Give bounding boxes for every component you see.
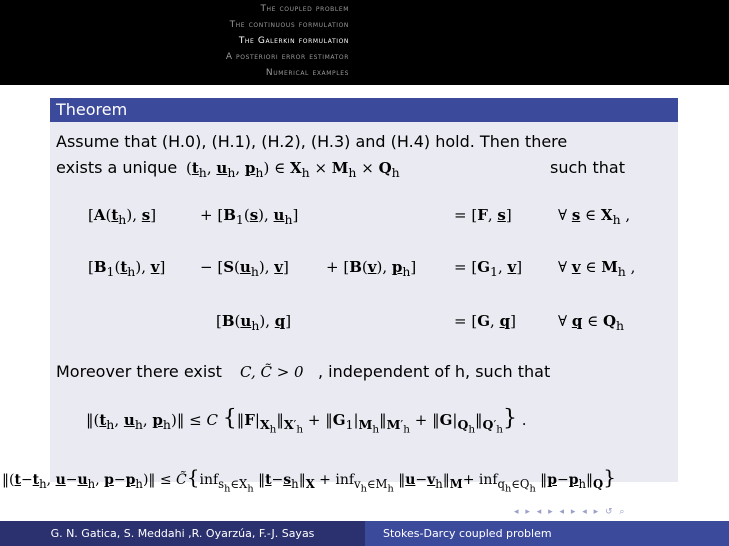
eq1-rhs: = [F, s] bbox=[454, 206, 512, 224]
theorem-block bbox=[50, 98, 678, 436]
header-right-panel bbox=[365, 0, 729, 85]
moreover-prefix: Moreover there exist bbox=[56, 362, 222, 381]
theorem-line-1: Assume that (H.0), (H.1), (H.2), (H.3) and (H.4) hold. Then there bbox=[56, 132, 568, 151]
stability-bound: $‖(t_h$, $u_h$, $p_h)‖ \le C$ {$‖F|_{X_h}‖_{X'_h}$ + $‖G_1|_{M_h}‖_{M'_h}$ + $‖G|_{Q_h}‖_{Q'_h}$} . bbox=[86, 406, 527, 436]
eq2-mid2: + [B(v), $p_h$] bbox=[326, 258, 417, 279]
footer-title: Stokes-Darcy coupled problem bbox=[365, 521, 729, 546]
nav-item-continuous-formulation[interactable]: The continuous formulation bbox=[229, 20, 349, 30]
section-navigation bbox=[0, 0, 365, 85]
footer-authors: G. N. Gatica, S. Meddahi ,R. Oyarzúa, F.-J. Sayas bbox=[0, 521, 365, 546]
theorem-line-2-prefix: exists a unique bbox=[56, 158, 178, 177]
nav-item-numerical-examples[interactable]: Numerical examples bbox=[265, 68, 349, 78]
slide-footer bbox=[0, 521, 729, 546]
eq2-left: [$B_1(t_h)$, v] bbox=[88, 258, 166, 279]
eq3-rhs: = [G, q] bbox=[454, 312, 516, 330]
theorem-body bbox=[50, 122, 678, 482]
eq2-rhs: = [$G_1$, v] bbox=[454, 258, 523, 279]
moreover-suffix: , independent of h, such that bbox=[318, 362, 551, 381]
eq2-quantifier: ∀ v ∈ $M_h$ , bbox=[558, 258, 636, 279]
eq3-quantifier: ∀ q ∈ $Q_h$ bbox=[558, 312, 625, 333]
cea-estimate: $‖(t-t_h$, $u-u_h$, $p-p_h)‖$ ≤ C̃{inf$_{s_h\in X_h}$ $‖t-s_h‖_X + inf_{v_h\in M_h}$ $‖u-v_h‖_M+ inf_{q_h\in Q_h}$ $‖p-p_h‖_Q$} bbox=[2, 465, 616, 495]
eq1-left: [$A(t_h)$, s] bbox=[88, 206, 157, 227]
theorem-line-2-math: ($t_h$, $u_h$, $p_h$) ∈ $X_h \times M_h \times Q_h$ bbox=[186, 159, 400, 180]
nav-item-galerkin-formulation[interactable]: The Galerkin formulation bbox=[238, 36, 349, 46]
nav-item-coupled-problem[interactable]: The coupled problem bbox=[260, 4, 349, 14]
eq2-mid: − [$S(u_h)$, v] bbox=[200, 258, 289, 279]
eq1-quantifier: ∀ s ∈ $X_h$ , bbox=[558, 206, 631, 227]
slide-header bbox=[0, 0, 729, 85]
nav-item-a-posteriori[interactable]: A posteriori error estimator bbox=[225, 52, 349, 62]
theorem-line-2-suffix: such that bbox=[550, 158, 625, 177]
beamer-navigation-icons[interactable]: ◂ ▸ ◂ ▸ ◂ ▸ ◂ ▸ ↺ ⌕ bbox=[514, 507, 627, 517]
eq3-mid: [$B(u_h)$, q] bbox=[216, 312, 292, 333]
moreover-math: C, C̃ > 0 bbox=[240, 363, 304, 381]
theorem-title: Theorem bbox=[50, 98, 678, 122]
eq1-mid: + [$B_1(s)$, $u_h$] bbox=[200, 206, 299, 227]
